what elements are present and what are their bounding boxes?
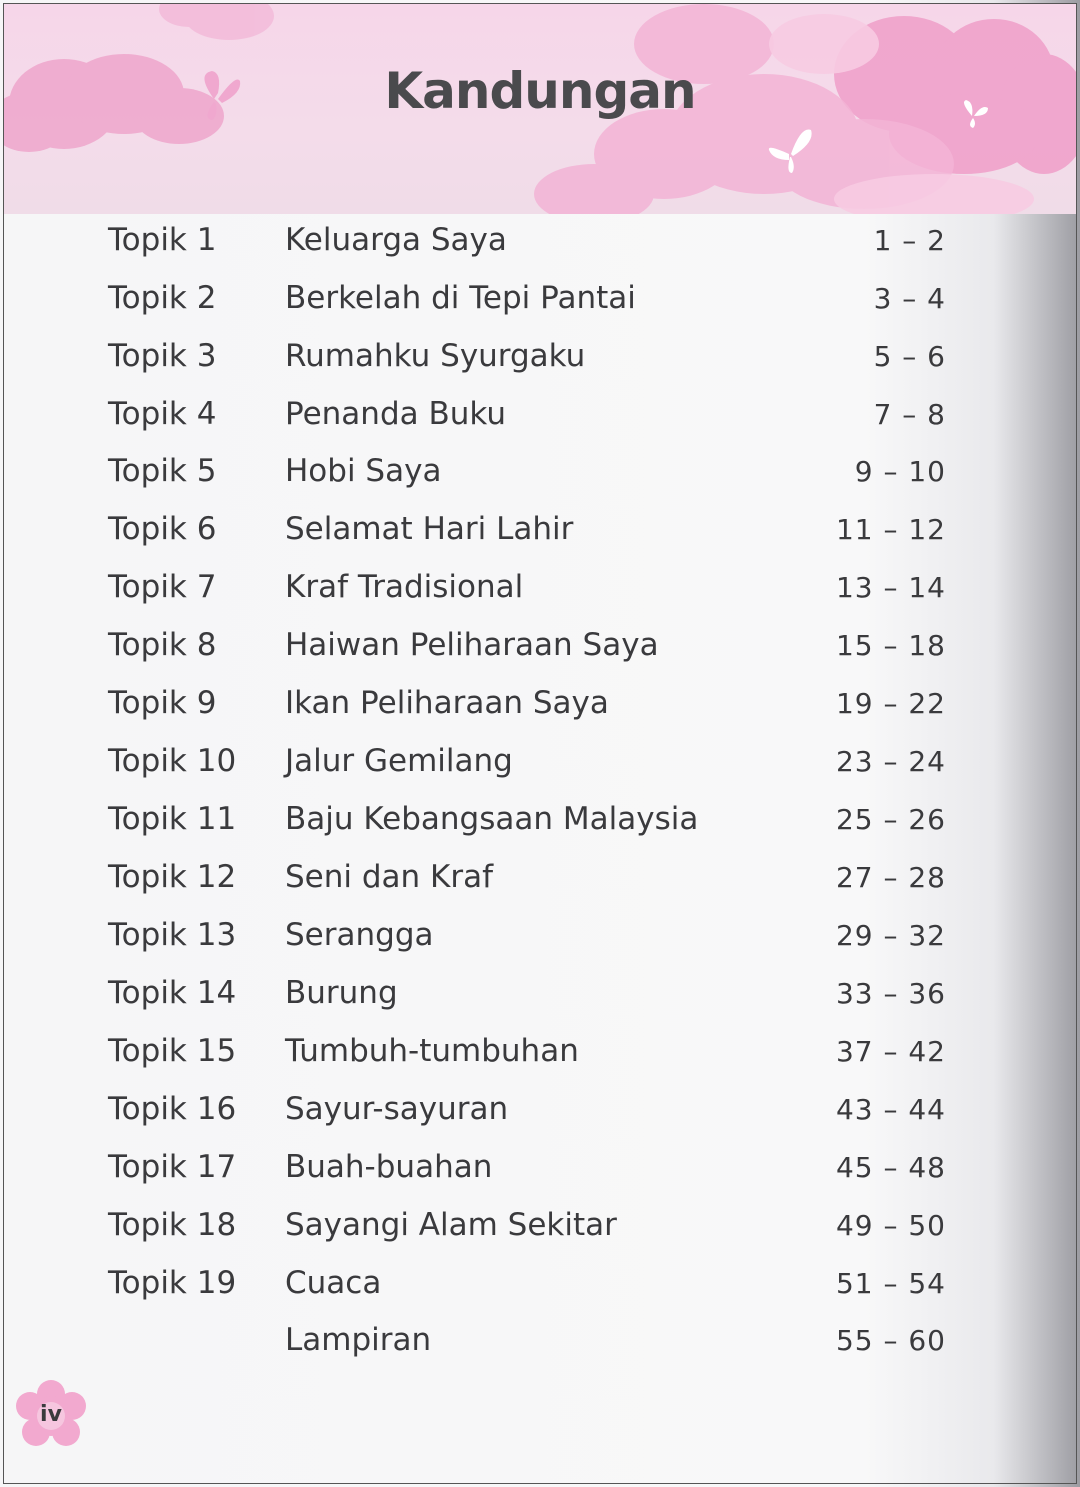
toc-row[interactable]: [0, 677, 1080, 727]
topic-label: Topik 17: [108, 1149, 237, 1185]
topic-label: Topik 2: [108, 280, 217, 316]
topic-title: Jalur Gemilang: [285, 743, 513, 779]
page-range: 51 – 54: [835, 1267, 946, 1300]
toc-row[interactable]: [0, 793, 1080, 843]
toc-row[interactable]: [0, 1141, 1080, 1191]
topic-label: Topik 16: [108, 1091, 237, 1127]
page-range: 37 – 42: [835, 1035, 946, 1068]
topic-title: Sayangi Alam Sekitar: [285, 1207, 617, 1243]
toc-row[interactable]: [0, 272, 1080, 322]
topic-title: Kraf Tradisional: [285, 569, 524, 605]
page-range: 23 – 24: [835, 745, 946, 778]
page-range: 43 – 44: [835, 1093, 946, 1126]
topic-title: Lampiran: [285, 1322, 432, 1358]
toc-row[interactable]: [0, 388, 1080, 438]
page-range: 33 – 36: [835, 977, 946, 1010]
topic-label: Topik 12: [108, 859, 237, 895]
page-range: 49 – 50: [835, 1209, 946, 1242]
topic-title: Serangga: [285, 917, 434, 953]
topic-label: Topik 15: [108, 1033, 237, 1069]
topic-title: Hobi Saya: [285, 453, 442, 489]
toc-row[interactable]: [0, 909, 1080, 959]
topic-label: Topik 5: [108, 453, 217, 489]
toc-row[interactable]: [0, 561, 1080, 611]
toc-row[interactable]: [0, 445, 1080, 495]
topic-title: Selamat Hari Lahir: [285, 511, 574, 547]
page-range: 29 – 32: [835, 919, 946, 952]
topic-label: Topik 18: [108, 1207, 237, 1243]
topic-label: Topik 11: [108, 801, 237, 837]
page-range: 25 – 26: [835, 803, 946, 836]
toc-row[interactable]: [0, 330, 1080, 380]
toc-row[interactable]: [0, 735, 1080, 785]
page-range: 3 – 4: [873, 282, 946, 315]
page-range: 9 – 10: [854, 455, 946, 488]
page-range: 55 – 60: [835, 1324, 946, 1357]
toc-row[interactable]: [0, 1257, 1080, 1307]
page-number: iv: [40, 1402, 62, 1427]
toc-row[interactable]: [0, 1314, 1080, 1364]
page-range: 27 – 28: [835, 861, 946, 894]
toc-row[interactable]: [0, 214, 1080, 264]
page-range: 45 – 48: [835, 1151, 946, 1184]
toc-row[interactable]: [0, 619, 1080, 669]
topic-label: Topik 1: [108, 222, 217, 258]
topic-label: Topik 8: [108, 627, 217, 663]
topic-title: Buah-buahan: [285, 1149, 493, 1185]
topic-label: Topik 6: [108, 511, 217, 547]
page-title: Kandungan: [384, 62, 696, 120]
topic-title: Rumahku Syurgaku: [285, 338, 586, 374]
toc-row[interactable]: [0, 1199, 1080, 1249]
page-range: 15 – 18: [835, 629, 946, 662]
topic-label: Topik 3: [108, 338, 217, 374]
topic-title: Ikan Peliharaan Saya: [285, 685, 609, 721]
toc-row[interactable]: [0, 851, 1080, 901]
topic-label: Topik 19: [108, 1265, 237, 1301]
page-range: 13 – 14: [835, 571, 946, 604]
header-banner: [4, 4, 1076, 214]
toc-row[interactable]: [0, 1083, 1080, 1133]
topic-title: Haiwan Peliharaan Saya: [285, 627, 659, 663]
topic-title: Seni dan Kraf: [285, 859, 494, 895]
topic-label: Topik 4: [108, 396, 217, 432]
toc-row[interactable]: [0, 967, 1080, 1017]
topic-label: Topik 9: [108, 685, 217, 721]
page-range: 7 – 8: [873, 398, 946, 431]
toc-row[interactable]: [0, 503, 1080, 553]
topic-label: Topik 14: [108, 975, 237, 1011]
page-range: 1 – 2: [873, 224, 946, 257]
topic-title: Berkelah di Tepi Pantai: [285, 280, 636, 316]
topic-title: Sayur-sayuran: [285, 1091, 509, 1127]
page-range: 11 – 12: [835, 513, 946, 546]
topic-label: Topik 13: [108, 917, 237, 953]
page-number-badge: [14, 1380, 88, 1452]
topic-title: Keluarga Saya: [285, 222, 507, 258]
toc-row[interactable]: [0, 1025, 1080, 1075]
topic-title: Tumbuh-tumbuhan: [285, 1033, 579, 1069]
topic-title: Cuaca: [285, 1265, 382, 1301]
topic-label: Topik 10: [108, 743, 237, 779]
topic-title: Penanda Buku: [285, 396, 507, 432]
page-range: 5 – 6: [873, 340, 946, 373]
topic-title: Burung: [285, 975, 398, 1011]
topic-title: Baju Kebangsaan Malaysia: [285, 801, 699, 837]
topic-label: Topik 7: [108, 569, 217, 605]
page-range: 19 – 22: [835, 687, 946, 720]
